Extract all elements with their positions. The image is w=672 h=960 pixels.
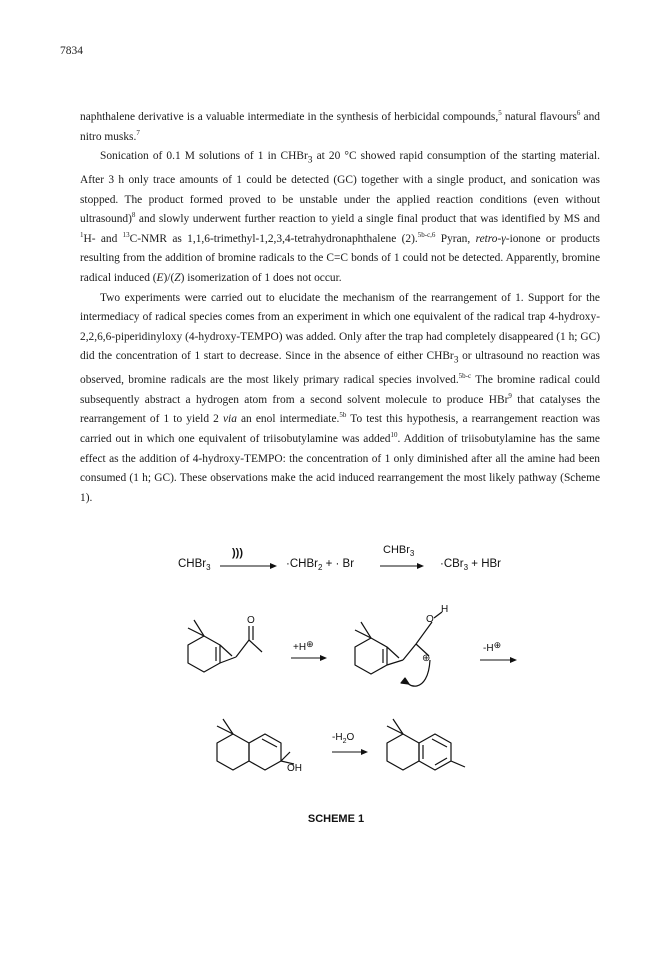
condition-chbr3: CHBr$_3$ bbox=[383, 544, 415, 558]
italic-text: via bbox=[222, 413, 237, 426]
protonation-label: +H⊕ bbox=[293, 639, 314, 653]
text-run: . Addition of triisobutylamine has the same effect as the addition of 4-hydroxy-TEMPO: the concentration of 1 only diminished after all the amine had been consumed (1 h; GC). These observations make the acid induced rearrangement the most likely pathway (Scheme 1). bbox=[80, 433, 600, 504]
reference-superscript: 13 bbox=[122, 231, 130, 240]
text-run: ) isomerization of 1 does not occur. bbox=[180, 272, 342, 285]
reference-superscript: 1 bbox=[80, 231, 84, 240]
reference-superscript: 6 bbox=[576, 109, 581, 118]
carbocation-label: ⊕ bbox=[422, 653, 431, 664]
ultrasound-condition: ))) bbox=[232, 547, 243, 559]
scheme-caption: SCHEME 1 bbox=[307, 813, 365, 825]
italic-text: Z bbox=[174, 272, 181, 285]
reference-superscript: 10 bbox=[390, 431, 398, 440]
oxygen-label: O bbox=[247, 615, 255, 626]
text-run: H- and bbox=[83, 232, 123, 245]
text-run: natural flavours bbox=[501, 111, 577, 123]
oxygen-label-protonated: O bbox=[426, 614, 434, 625]
text-run: an enol intermediate. bbox=[236, 413, 340, 426]
text-run: and nitro musks. bbox=[80, 111, 601, 143]
deprotonation-label: -H⊕ bbox=[483, 640, 502, 654]
formula-subscript: 3 bbox=[453, 355, 459, 366]
arrow-1 bbox=[220, 563, 277, 569]
text-run: naphthalene derivative is a valuable intermediate in the synthesis of herbicidal compounds, bbox=[80, 111, 499, 123]
italic-text: retro-γ bbox=[475, 232, 506, 245]
reference-superscript: 5b bbox=[339, 411, 347, 420]
reference-superscript: 8 bbox=[131, 211, 136, 220]
arrow-4 bbox=[480, 657, 517, 663]
arrow-3 bbox=[291, 655, 327, 661]
text-run: or ultrasound no reaction was observed, bromine radicals are the most likely primary radical species involved. bbox=[80, 350, 600, 387]
dehydration-label: $-H_2O$ bbox=[332, 732, 355, 745]
reference-superscript: 5b-c bbox=[458, 372, 472, 381]
text-run: To test this hypothesis, a rearrangement reaction was carried out in which one equivalent of triisobutylamine was added bbox=[80, 413, 600, 446]
text-run: Two experiments were carried out to elucidate the mechanism of the rearrangement of 1. Support for the intermediacy of radical species comes from an experiment in which one equivalent of the radical trap 4-hydroxy-2,2,6,6-piperidinyloxy (4-hydroxy-TEMPO) was added. Only after the trap had completely disappeared (1 h; GC) did the concentration of 1 start to decrease. Since in the absence of either CHBr bbox=[80, 291, 600, 363]
structure-cyclized-alcohol bbox=[217, 719, 294, 770]
formula-subscript: 3 bbox=[307, 155, 313, 166]
structure-ketone bbox=[188, 620, 262, 672]
products-cbr3-hbr: ·CBr$_3$ + HBr bbox=[440, 558, 502, 572]
reference-superscript: 5b-c,6 bbox=[417, 231, 436, 240]
reactant-chbr3: CHBr$_3$ bbox=[178, 558, 211, 572]
text-run: that catalyses the rearrangement of 1 to yield 2 bbox=[80, 393, 600, 426]
arrow-5 bbox=[332, 749, 368, 755]
text-run: and slowly underwent further reaction to yield a single final product that was identified by MS and bbox=[135, 213, 600, 226]
text-run: )/( bbox=[163, 272, 175, 285]
hydrogen-label: H bbox=[441, 604, 449, 615]
text-run: The bromine radical could subsequently abstract a hydrogen atom from a second solvent molecule to produce HBr bbox=[80, 374, 600, 406]
text-run: Sonication of 0.1 M solutions of 1 in CHBr bbox=[100, 150, 308, 163]
page-number: 7834 bbox=[60, 45, 83, 57]
arrow-2 bbox=[380, 563, 424, 569]
reference-superscript: 5 bbox=[498, 109, 502, 118]
text-run: Pyran, bbox=[435, 232, 476, 245]
text-run: at 20 °C showed rapid consumption of the starting material. After 3 h only trace amounts of 1 could be detected (GC) together with a single product, and sonication was stopped. The product formed proved to be unstable under the applied reaction conditions (even without ultrasound) bbox=[80, 150, 601, 226]
reference-superscript: 9 bbox=[508, 392, 512, 401]
structure-tetrahydronaphthalene bbox=[387, 719, 465, 770]
italic-text: E bbox=[156, 272, 164, 285]
reference-superscript: 7 bbox=[136, 128, 140, 137]
products-radicals: ·CHBr$_2$ + · Br bbox=[286, 558, 355, 572]
hydroxyl-label: OH bbox=[287, 763, 302, 774]
text-run: C-NMR as 1,1,6-trimethyl-1,2,3,4-tetrahydronaphthalene (2). bbox=[129, 232, 418, 245]
text-run: -ionone or products resulting from the addition of bromine radicals to the C=C bonds of 1 could not be detected. Apparently, bromine radical induced ( bbox=[80, 232, 600, 285]
